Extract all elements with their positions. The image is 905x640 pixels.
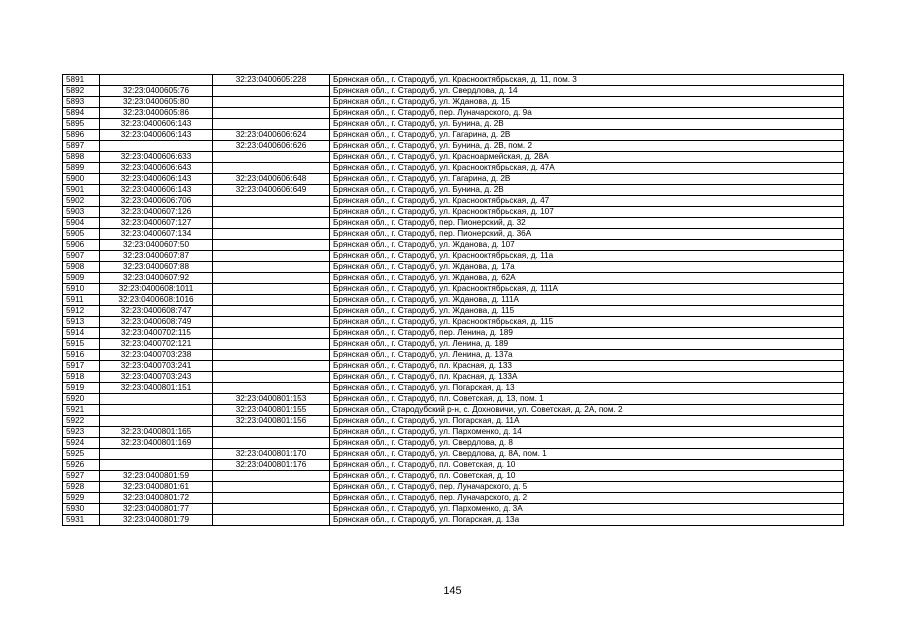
object-number-cell xyxy=(213,306,330,317)
cadastral-number-cell: 32:23:0400605:86 xyxy=(100,108,213,119)
object-number-cell: 32:23:0400801:170 xyxy=(213,449,330,460)
row-number-cell: 5921 xyxy=(63,405,100,416)
table-row xyxy=(63,361,844,372)
table-row xyxy=(63,405,844,416)
cadastral-number-cell: 32:23:0400607:134 xyxy=(100,229,213,240)
table-row xyxy=(63,515,844,526)
cadastral-number-cell xyxy=(100,394,213,405)
row-number-cell: 5900 xyxy=(63,174,100,185)
cadastral-number-cell: 32:23:0400801:61 xyxy=(100,482,213,493)
cadastral-number-cell: 32:23:0400801:77 xyxy=(100,504,213,515)
table-row xyxy=(63,295,844,306)
address-cell: Брянская обл., г. Стародуб, ул. Краснооктябрьская, д. 11, пом. 3 xyxy=(330,75,844,86)
table-row xyxy=(63,504,844,515)
cadastral-number-cell: 32:23:0400801:169 xyxy=(100,438,213,449)
table-row xyxy=(63,108,844,119)
table-row xyxy=(63,427,844,438)
object-number-cell xyxy=(213,427,330,438)
row-number-cell: 5909 xyxy=(63,273,100,284)
row-number-cell: 5891 xyxy=(63,75,100,86)
address-cell: Брянская обл., г. Стародуб, пер. Луначарского, д. 9а xyxy=(330,108,844,119)
object-number-cell xyxy=(213,471,330,482)
cadastral-number-cell: 32:23:0400606:643 xyxy=(100,163,213,174)
table-row xyxy=(63,372,844,383)
object-number-cell: 32:23:0400606:648 xyxy=(213,174,330,185)
address-cell: Брянская обл., г. Стародуб, пер. Луначарского, д. 5 xyxy=(330,482,844,493)
cadastral-number-cell: 32:23:0400801:59 xyxy=(100,471,213,482)
cadastral-number-cell: 32:23:0400801:72 xyxy=(100,493,213,504)
row-number-cell: 5906 xyxy=(63,240,100,251)
row-number-cell: 5907 xyxy=(63,251,100,262)
cadastral-number-cell: 32:23:0400607:50 xyxy=(100,240,213,251)
row-number-cell: 5897 xyxy=(63,141,100,152)
table-row xyxy=(63,75,844,86)
cadastral-number-cell: 32:23:0400801:151 xyxy=(100,383,213,394)
page-number: 145 xyxy=(443,585,462,597)
row-number-cell: 5929 xyxy=(63,493,100,504)
registry-table-body xyxy=(63,75,844,526)
object-number-cell xyxy=(213,295,330,306)
cadastral-number-cell: 32:23:0400607:88 xyxy=(100,262,213,273)
object-number-cell xyxy=(213,262,330,273)
table-row xyxy=(63,229,844,240)
address-cell: Брянская обл., г. Стародуб, ул. Ленина, д. 189 xyxy=(330,339,844,350)
cadastral-number-cell: 32:23:0400606:143 xyxy=(100,174,213,185)
object-number-cell xyxy=(213,207,330,218)
cadastral-number-cell: 32:23:0400703:243 xyxy=(100,372,213,383)
address-cell: Брянская обл., г. Стародуб, ул. Бунина, д. 2В xyxy=(330,119,844,130)
cadastral-number-cell xyxy=(100,449,213,460)
object-number-cell xyxy=(213,482,330,493)
object-number-cell xyxy=(213,229,330,240)
row-number-cell: 5902 xyxy=(63,196,100,207)
table-row xyxy=(63,251,844,262)
address-cell: Брянская обл., г. Стародуб, ул. Пархоменко, д. 14 xyxy=(330,427,844,438)
object-number-cell: 32:23:0400801:153 xyxy=(213,394,330,405)
object-number-cell xyxy=(213,152,330,163)
table-row xyxy=(63,240,844,251)
address-cell: Брянская обл., г. Стародуб, ул. Ленина, д. 137а xyxy=(330,350,844,361)
table-row xyxy=(63,130,844,141)
address-cell: Брянская обл., г. Стародуб, ул. Бунина, д. 2В, пом. 2 xyxy=(330,141,844,152)
address-cell: Брянская обл., г. Стародуб, ул. Бунина, д. 2В xyxy=(330,185,844,196)
object-number-cell: 32:23:0400606:626 xyxy=(213,141,330,152)
object-number-cell xyxy=(213,119,330,130)
address-cell: Брянская обл., г. Стародуб, ул. Погарская, д. 11А xyxy=(330,416,844,427)
object-number-cell xyxy=(213,273,330,284)
cadastral-number-cell: 32:23:0400606:706 xyxy=(100,196,213,207)
address-cell: Брянская обл., г. Стародуб, ул. Пархоменко, д. 3А xyxy=(330,504,844,515)
row-number-cell: 5910 xyxy=(63,284,100,295)
address-cell: Брянская обл., г. Стародуб, ул. Краснооктябрьская, д. 115 xyxy=(330,317,844,328)
address-cell: Брянская обл., г. Стародуб, пл. Советская, д. 13, пом. 1 xyxy=(330,394,844,405)
object-number-cell xyxy=(213,504,330,515)
table-row xyxy=(63,97,844,108)
row-number-cell: 5913 xyxy=(63,317,100,328)
address-cell: Брянская обл., г. Стародуб, пл. Красная, д. 133А xyxy=(330,372,844,383)
table-row xyxy=(63,449,844,460)
address-cell: Брянская обл., г. Стародуб, ул. Свердлова, д. 8 xyxy=(330,438,844,449)
object-number-cell: 32:23:0400606:624 xyxy=(213,130,330,141)
row-number-cell: 5931 xyxy=(63,515,100,526)
table-row xyxy=(63,86,844,97)
cadastral-number-cell: 32:23:0400703:238 xyxy=(100,350,213,361)
row-number-cell: 5898 xyxy=(63,152,100,163)
object-number-cell: 32:23:0400605:228 xyxy=(213,75,330,86)
address-cell: Брянская обл., г. Стародуб, ул. Жданова, д. 15 xyxy=(330,97,844,108)
cadastral-number-cell: 32:23:0400608:749 xyxy=(100,317,213,328)
table-row xyxy=(63,218,844,229)
table-row xyxy=(63,328,844,339)
cadastral-number-cell: 32:23:0400608:747 xyxy=(100,306,213,317)
object-number-cell xyxy=(213,97,330,108)
address-cell: Брянская обл., г. Стародуб, ул. Краснооктябрьская, д. 11а xyxy=(330,251,844,262)
row-number-cell: 5923 xyxy=(63,427,100,438)
object-number-cell: 32:23:0400606:649 xyxy=(213,185,330,196)
row-number-cell: 5908 xyxy=(63,262,100,273)
object-number-cell xyxy=(213,86,330,97)
address-cell: Брянская обл., г. Стародуб, пл. Красная, д. 133 xyxy=(330,361,844,372)
cadastral-number-cell: 32:23:0400702:121 xyxy=(100,339,213,350)
object-number-cell xyxy=(213,493,330,504)
table-row xyxy=(63,471,844,482)
cadastral-number-cell: 32:23:0400605:80 xyxy=(100,97,213,108)
cadastral-number-cell xyxy=(100,75,213,86)
table-row xyxy=(63,262,844,273)
cadastral-number-cell xyxy=(100,405,213,416)
row-number-cell: 5896 xyxy=(63,130,100,141)
table-row xyxy=(63,317,844,328)
row-number-cell: 5926 xyxy=(63,460,100,471)
cadastral-number-cell: 32:23:0400607:92 xyxy=(100,273,213,284)
object-number-cell xyxy=(213,372,330,383)
address-cell: Брянская обл., г. Стародуб, пл. Советская, д. 10 xyxy=(330,460,844,471)
cadastral-number-cell: 32:23:0400606:633 xyxy=(100,152,213,163)
address-cell: Брянская обл., г. Стародуб, ул. Погарская, д. 13а xyxy=(330,515,844,526)
cadastral-number-cell xyxy=(100,141,213,152)
address-cell: Брянская обл., г. Стародуб, ул. Жданова, д. 107 xyxy=(330,240,844,251)
address-cell: Брянская обл., г. Стародуб, ул. Свердлова, д. 8А, пом. 1 xyxy=(330,449,844,460)
object-number-cell xyxy=(213,515,330,526)
table-row xyxy=(63,174,844,185)
object-number-cell xyxy=(213,196,330,207)
row-number-cell: 5893 xyxy=(63,97,100,108)
address-cell: Брянская обл., г. Стародуб, ул. Гагарина, д. 2В xyxy=(330,174,844,185)
address-cell: Брянская обл., Стародубский р-н, с. Дохновичи, ул. Советская, д. 2А, пом. 2 xyxy=(330,405,844,416)
table-row xyxy=(63,185,844,196)
row-number-cell: 5915 xyxy=(63,339,100,350)
row-number-cell: 5894 xyxy=(63,108,100,119)
table-row xyxy=(63,383,844,394)
object-number-cell: 32:23:0400801:155 xyxy=(213,405,330,416)
object-number-cell xyxy=(213,350,330,361)
table-row xyxy=(63,350,844,361)
row-number-cell: 5892 xyxy=(63,86,100,97)
address-cell: Брянская обл., г. Стародуб, пер. Луначарского, д. 2 xyxy=(330,493,844,504)
object-number-cell xyxy=(213,108,330,119)
row-number-cell: 5895 xyxy=(63,119,100,130)
row-number-cell: 5927 xyxy=(63,471,100,482)
row-number-cell: 5901 xyxy=(63,185,100,196)
object-number-cell xyxy=(213,383,330,394)
object-number-cell xyxy=(213,438,330,449)
table-row xyxy=(63,141,844,152)
table-row xyxy=(63,152,844,163)
row-number-cell: 5930 xyxy=(63,504,100,515)
table-row xyxy=(63,196,844,207)
address-cell: Брянская обл., г. Стародуб, ул. Красноармейская, д. 28А xyxy=(330,152,844,163)
cadastral-number-cell: 32:23:0400607:126 xyxy=(100,207,213,218)
cadastral-number-cell xyxy=(100,416,213,427)
table-row xyxy=(63,284,844,295)
object-number-cell xyxy=(213,328,330,339)
address-cell: Брянская обл., г. Стародуб, ул. Погарская, д. 13 xyxy=(330,383,844,394)
table-row xyxy=(63,306,844,317)
object-number-cell xyxy=(213,163,330,174)
table-row xyxy=(63,416,844,427)
object-number-cell xyxy=(213,240,330,251)
row-number-cell: 5924 xyxy=(63,438,100,449)
object-number-cell xyxy=(213,317,330,328)
address-cell: Брянская обл., г. Стародуб, пер. Ленина, д. 189 xyxy=(330,328,844,339)
cadastral-number-cell: 32:23:0400605:76 xyxy=(100,86,213,97)
object-number-cell xyxy=(213,284,330,295)
cadastral-number-cell: 32:23:0400606:143 xyxy=(100,130,213,141)
object-number-cell: 32:23:0400801:156 xyxy=(213,416,330,427)
address-cell: Брянская обл., г. Стародуб, ул. Краснооктябрьская, д. 47 xyxy=(330,196,844,207)
row-number-cell: 5922 xyxy=(63,416,100,427)
cadastral-number-cell xyxy=(100,460,213,471)
object-number-cell xyxy=(213,251,330,262)
cadastral-number-cell: 32:23:0400607:127 xyxy=(100,218,213,229)
table-row xyxy=(63,163,844,174)
cadastral-number-cell: 32:23:0400606:143 xyxy=(100,119,213,130)
table-row xyxy=(63,119,844,130)
address-cell: Брянская обл., г. Стародуб, ул. Жданова, д. 115 xyxy=(330,306,844,317)
table-row xyxy=(63,460,844,471)
object-number-cell xyxy=(213,218,330,229)
address-cell: Брянская обл., г. Стародуб, ул. Жданова, д. 111А xyxy=(330,295,844,306)
registry-table xyxy=(62,74,844,526)
table-row xyxy=(63,493,844,504)
cadastral-number-cell: 32:23:0400608:1011 xyxy=(100,284,213,295)
address-cell: Брянская обл., г. Стародуб, ул. Краснооктябрьская, д. 107 xyxy=(330,207,844,218)
address-cell: Брянская обл., г. Стародуб, ул. Краснооктябрьская, д. 47А xyxy=(330,163,844,174)
table-row xyxy=(63,339,844,350)
table-row xyxy=(63,394,844,405)
address-cell: Брянская обл., г. Стародуб, ул. Краснооктябрьская, д. 111А xyxy=(330,284,844,295)
address-cell: Брянская обл., г. Стародуб, ул. Свердлова, д. 14 xyxy=(330,86,844,97)
row-number-cell: 5917 xyxy=(63,361,100,372)
cadastral-number-cell: 32:23:0400801:79 xyxy=(100,515,213,526)
cadastral-number-cell: 32:23:0400607:87 xyxy=(100,251,213,262)
address-cell: Брянская обл., г. Стародуб, ул. Жданова, д. 17а xyxy=(330,262,844,273)
address-cell: Брянская обл., г. Стародуб, пл. Советская, д. 10 xyxy=(330,471,844,482)
address-cell: Брянская обл., г. Стародуб, пер. Пионерский, д. 36А xyxy=(330,229,844,240)
row-number-cell: 5918 xyxy=(63,372,100,383)
row-number-cell: 5916 xyxy=(63,350,100,361)
table-row xyxy=(63,438,844,449)
address-cell: Брянская обл., г. Стародуб, пер. Пионерский, д. 32 xyxy=(330,218,844,229)
cadastral-number-cell: 32:23:0400608:1016 xyxy=(100,295,213,306)
row-number-cell: 5912 xyxy=(63,306,100,317)
row-number-cell: 5904 xyxy=(63,218,100,229)
row-number-cell: 5899 xyxy=(63,163,100,174)
row-number-cell: 5903 xyxy=(63,207,100,218)
table-row xyxy=(63,273,844,284)
table-row xyxy=(63,207,844,218)
table-row xyxy=(63,482,844,493)
row-number-cell: 5928 xyxy=(63,482,100,493)
address-cell: Брянская обл., г. Стародуб, ул. Жданова, д. 62А xyxy=(330,273,844,284)
object-number-cell xyxy=(213,361,330,372)
row-number-cell: 5905 xyxy=(63,229,100,240)
object-number-cell: 32:23:0400801:176 xyxy=(213,460,330,471)
cadastral-number-cell: 32:23:0400801:165 xyxy=(100,427,213,438)
row-number-cell: 5919 xyxy=(63,383,100,394)
row-number-cell: 5925 xyxy=(63,449,100,460)
object-number-cell xyxy=(213,339,330,350)
cadastral-number-cell: 32:23:0400702:115 xyxy=(100,328,213,339)
cadastral-number-cell: 32:23:0400606:143 xyxy=(100,185,213,196)
row-number-cell: 5920 xyxy=(63,394,100,405)
cadastral-number-cell: 32:23:0400703:241 xyxy=(100,361,213,372)
address-cell: Брянская обл., г. Стародуб, ул. Гагарина, д. 2В xyxy=(330,130,844,141)
row-number-cell: 5914 xyxy=(63,328,100,339)
row-number-cell: 5911 xyxy=(63,295,100,306)
